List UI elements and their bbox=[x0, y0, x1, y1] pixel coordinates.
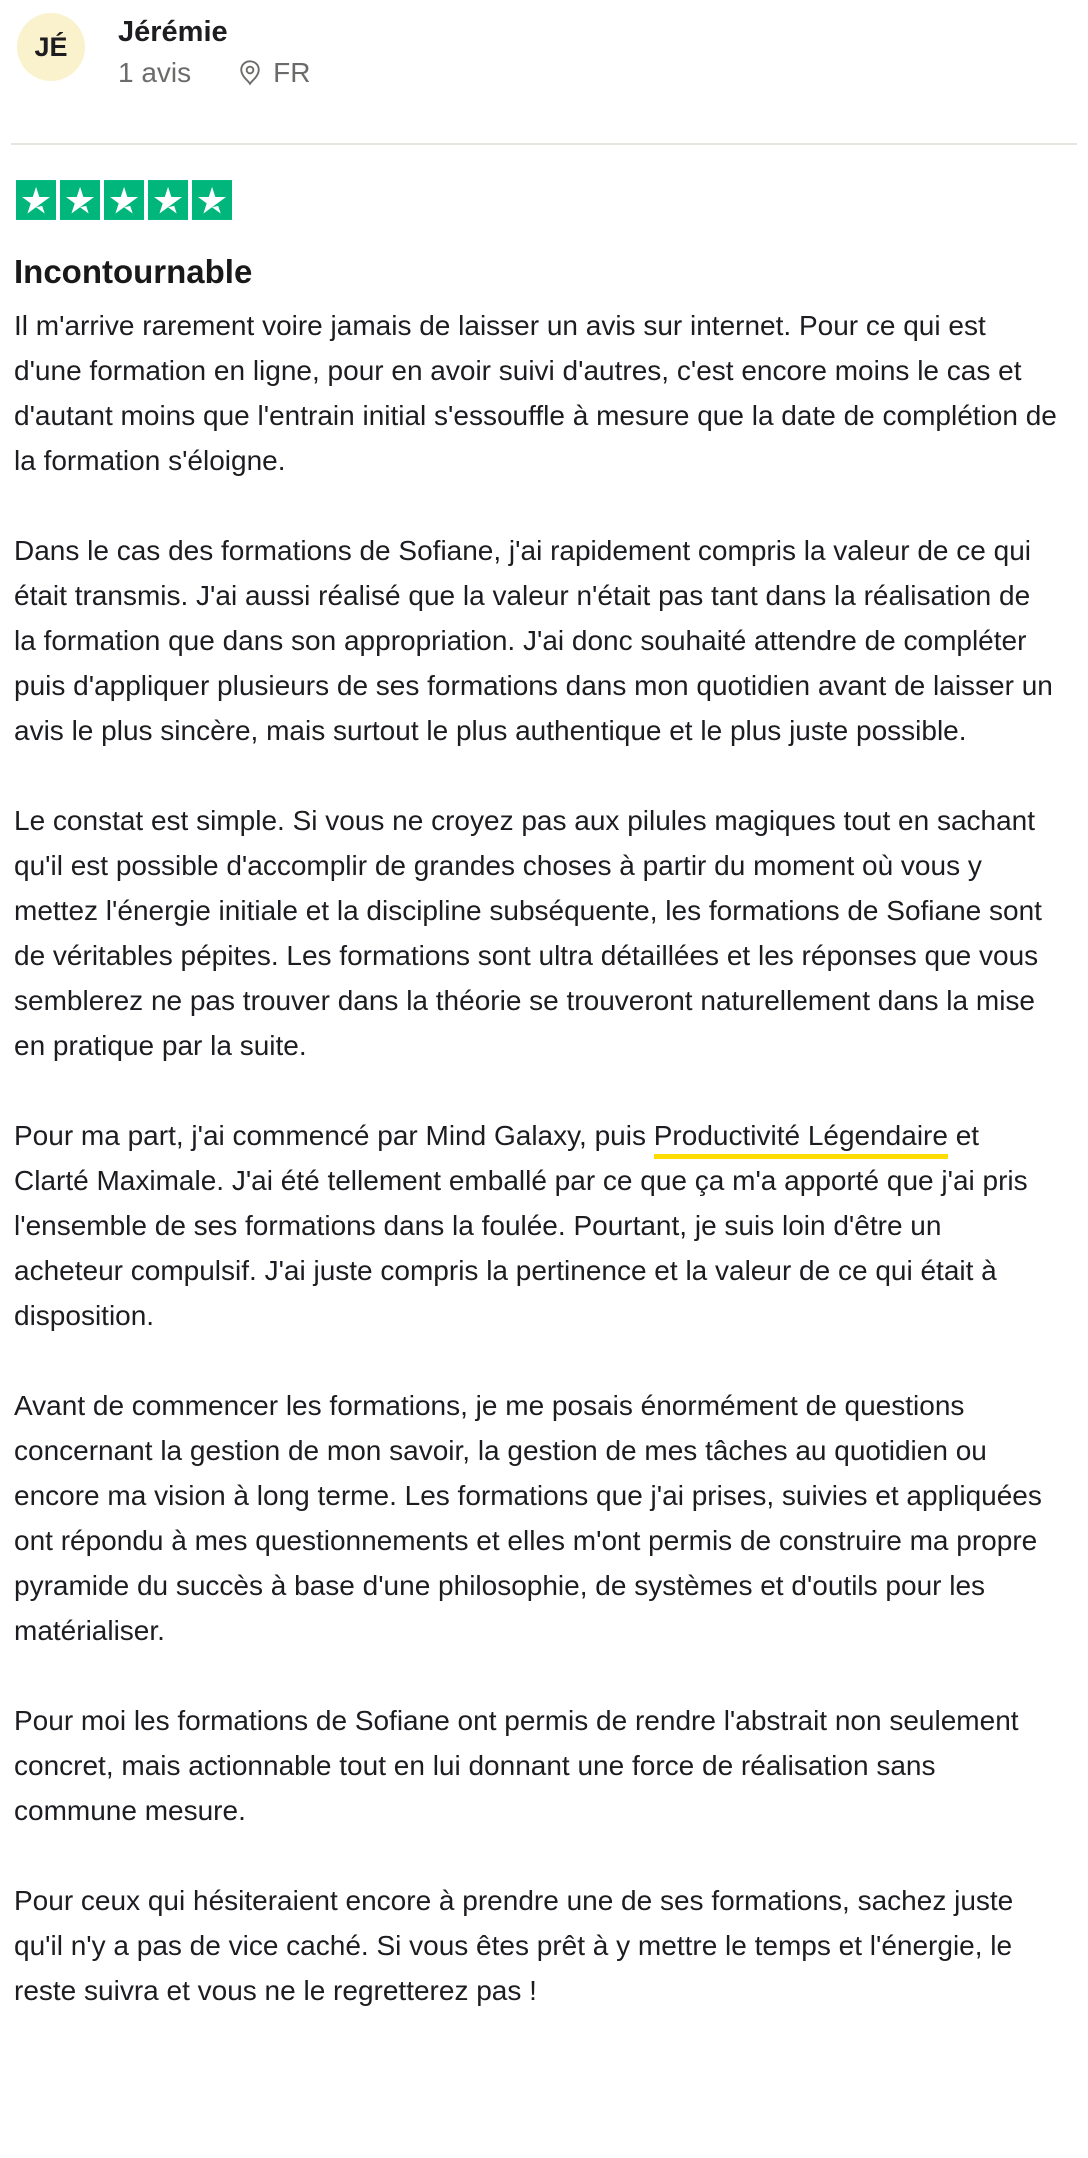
header-divider bbox=[11, 143, 1077, 145]
review-paragraph bbox=[14, 303, 1058, 483]
location-pin-icon bbox=[235, 58, 265, 88]
reviewer-location: FR bbox=[273, 57, 311, 88]
paragraph-text: Avant de commencer les formations, je me posais énormément de questions concernant la gestion de mon savoir, la gestion de mes tâches au quotidien ou encore ma vision à long terme. Les formations que j'ai prises, suivies et appliquées ont répondu à mes questionnements et elles m'ont permis de construire ma propre pyramide du succès à base d'une philosophie, de systèmes et d'outils pour les matérialiser. bbox=[14, 1390, 1042, 1646]
avatar[interactable] bbox=[17, 13, 85, 81]
review-title: Incontournable bbox=[14, 253, 253, 290]
reviewer-header bbox=[0, 0, 1088, 89]
paragraph-text: Il m'arrive rarement voire jamais de laisser un avis sur internet. Pour ce qui est d'une formation en ligne, pour en avoir suivi d'autres, c'est encore moins le cas et d'autant moins que l'entrain initial s'essouffle à mesure que la date de complétion de la formation s'éloigne. bbox=[14, 310, 1057, 476]
highlighted-course-name: Productivité Légendaire bbox=[654, 1120, 948, 1159]
paragraph-text: et Clarté Maximale. J'ai été tellement emballé par ce que ça m'a apporté que j'ai pris l'ensemble de ses formations dans la foulée. Pourtant, je suis loin d'être un acheteur compulsif. J'ai juste compris la pertinence et la valeur de ce qui était à disposition. bbox=[14, 1120, 1028, 1331]
review-paragraph bbox=[14, 528, 1058, 753]
review-paragraph bbox=[14, 1383, 1058, 1653]
avatar-initials: JÉ bbox=[34, 31, 68, 62]
location-group bbox=[235, 57, 310, 89]
paragraph-text: Le constat est simple. Si vous ne croyez pas aux pilules magiques tout en sachant qu'il est possible d'accomplir de grandes choses à partir du moment où vous y mettez l'énergie initiale et la discipline subséquente, les formations de Sofiane sont de véritables pépites. Les formations sont ultra détaillées et les réponses que vous semblerez ne pas trouver dans la théorie se trouveront naturellement dans la mise en pratique par la suite. bbox=[14, 805, 1042, 1061]
paragraph-text: Dans le cas des formations de Sofiane, j'ai rapidement compris la valeur de ce qui était transmis. J'ai aussi réalisé que la valeur n'était pas tant dans la réalisation de la formation que dans son appropriation. J'ai donc souhaité attendre de compléter puis d'appliquer plusieurs de ses formations dans mon quotidien avant de laisser un avis le plus sincère, mais surtout le plus authentique et le plus juste possible. bbox=[14, 535, 1053, 746]
star-icon bbox=[60, 180, 100, 220]
star-icon bbox=[104, 180, 144, 220]
star-icon bbox=[148, 180, 188, 220]
review-body bbox=[14, 303, 1058, 2013]
review-paragraph bbox=[14, 1113, 1058, 1338]
paragraph-text: Pour ma part, j'ai commencé par Mind Galaxy, puis bbox=[14, 1120, 654, 1151]
review-paragraph bbox=[14, 1698, 1058, 1833]
paragraph-text: Pour ceux qui hésiteraient encore à prendre une de ses formations, sachez juste qu'il n'y a pas de vice caché. Si vous êtes prêt à y mettre le temps et l'énergie, le reste suivra et vous ne le regretterez pas ! bbox=[14, 1885, 1014, 2006]
review-count: 1 avis bbox=[118, 57, 192, 88]
review-paragraph bbox=[14, 1878, 1058, 2013]
reviewer-name[interactable]: Jérémie bbox=[118, 16, 228, 48]
reviewer-info bbox=[118, 13, 310, 89]
reviewer-meta bbox=[118, 57, 310, 89]
star-icon bbox=[16, 180, 56, 220]
paragraph-text: Pour moi les formations de Sofiane ont permis de rendre l'abstrait non seulement concret, mais actionnable tout en lui donnant une force de réalisation sans commune mesure. bbox=[14, 1705, 1019, 1826]
star-rating bbox=[16, 180, 1088, 220]
review-paragraph bbox=[14, 798, 1058, 1068]
star-icon bbox=[192, 180, 232, 220]
